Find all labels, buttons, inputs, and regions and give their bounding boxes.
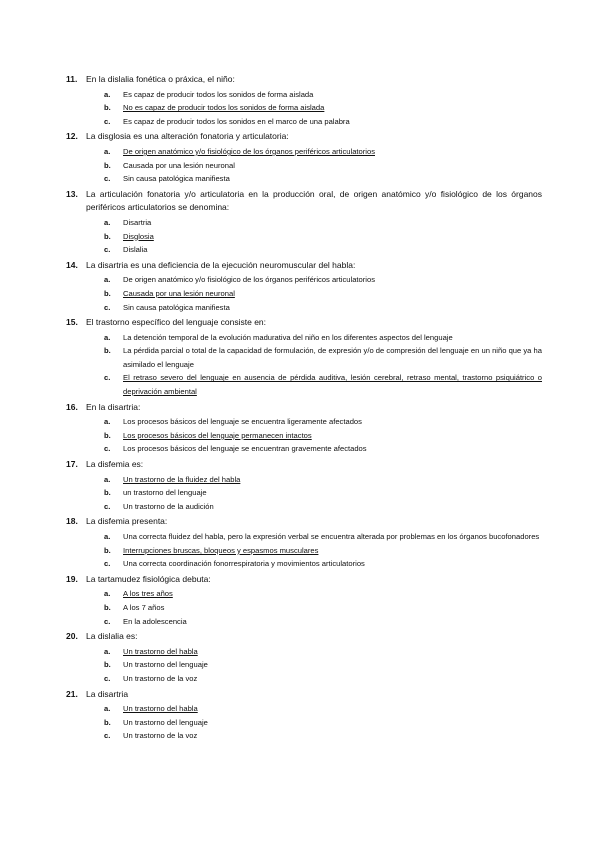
answer-options	[0, 587, 600, 628]
question-text: En la dislalia fonética o práxica, el niño:	[86, 74, 235, 84]
answer-option	[104, 500, 542, 514]
answer-option	[104, 331, 542, 345]
option-text: Un trastorno de la audición	[123, 501, 214, 511]
question	[66, 316, 542, 330]
correct-answer-text: Un trastorno del habla	[123, 704, 198, 714]
answer-option	[104, 287, 542, 301]
answer-option	[104, 658, 542, 672]
correct-answer-text: Causada por una lesión neuronal	[123, 288, 235, 298]
answer-option	[104, 344, 542, 371]
answer-option	[104, 530, 542, 544]
option-label: b.	[104, 602, 111, 612]
option-label: c.	[104, 559, 111, 569]
answer-option	[104, 273, 542, 287]
option-text: Los procesos básicos del lenguaje se encuentran gravemente afectados	[123, 444, 367, 454]
question-text: La tartamudez fisiológica debuta:	[86, 573, 211, 584]
option-text: En la adolescencia	[123, 616, 187, 626]
option-label: b.	[104, 660, 111, 670]
answer-options	[0, 530, 600, 571]
option-text: Disartria	[123, 217, 152, 227]
option-text: A los 7 años	[123, 602, 165, 612]
option-label: b.	[104, 717, 111, 727]
correct-answer-text: Un trastorno del habla	[123, 646, 198, 656]
option-label: a.	[104, 532, 111, 541]
option-label: b.	[104, 488, 111, 498]
question-number: 17.	[66, 459, 78, 470]
answer-option	[104, 702, 542, 716]
question-block	[0, 73, 600, 128]
option-label: c.	[104, 673, 111, 683]
option-label: b.	[104, 346, 111, 356]
question-list	[0, 73, 600, 743]
option-label: a.	[104, 146, 111, 156]
option-label: a.	[104, 646, 111, 656]
answer-option	[104, 301, 542, 315]
question-number: 16.	[66, 401, 78, 412]
correct-answer-text: No es capaz de producir todos los sonidos de forma aislada	[123, 103, 325, 113]
question-block	[0, 188, 600, 257]
question-number: 15.	[66, 317, 78, 328]
question	[66, 573, 542, 587]
answer-options	[0, 145, 600, 186]
answer-option	[104, 442, 542, 456]
option-label: b.	[104, 103, 111, 113]
answer-option	[104, 645, 542, 659]
question-number: 21.	[66, 688, 78, 699]
option-text: Sin causa patológica manifiesta	[123, 302, 230, 312]
question-text: En la disartria:	[86, 401, 141, 412]
answer-option	[104, 473, 542, 487]
answer-option	[104, 88, 542, 102]
question-text: La dislalia es:	[86, 631, 138, 642]
option-label: a.	[104, 417, 111, 427]
option-label: c.	[104, 245, 111, 255]
question	[66, 401, 542, 415]
answer-options	[0, 216, 600, 257]
option-label: c.	[104, 731, 111, 741]
option-text: Los procesos básicos del lenguaje se encuentra ligeramente afectados	[123, 417, 362, 427]
answer-option	[104, 371, 542, 398]
correct-answer-text: De origen anatómico y/o fisiológico de los órganos periféricos articulatorios	[123, 146, 375, 156]
answer-options	[0, 473, 600, 514]
option-label: c.	[104, 302, 111, 312]
option-text: Es capaz de producir todos los sonidos de forma aislada	[123, 89, 314, 99]
question-text: La disfemia presenta:	[86, 516, 168, 527]
option-text: Causada por una lesión neuronal	[123, 160, 235, 170]
question-text: El trastorno específico del lenguaje consiste en:	[86, 317, 267, 328]
question	[66, 259, 542, 273]
answer-option	[104, 486, 542, 500]
option-text: Una correcta coordinación fonorrespiratoria y movimientos articulatorios	[123, 559, 365, 569]
question	[66, 130, 542, 144]
answer-options	[0, 415, 600, 456]
answer-option	[104, 544, 542, 558]
question-block	[0, 515, 600, 570]
question-block	[0, 316, 600, 399]
question-text: La disartria es una deficiencia de la ejecución neuromuscular del habla:	[86, 259, 356, 270]
option-text: Un trastorno de la voz	[123, 731, 198, 741]
question-text: La disglosia es una alteración fonatoria y articulatoria:	[86, 131, 289, 142]
question	[66, 188, 542, 215]
answer-option	[104, 243, 542, 257]
answer-option	[104, 557, 542, 571]
question-number: 18.	[66, 516, 78, 527]
answer-option	[104, 115, 542, 129]
question	[66, 73, 542, 87]
option-label: a.	[104, 275, 111, 285]
option-text: Dislalia	[123, 245, 148, 255]
option-label: a.	[104, 332, 111, 342]
option-label: a.	[104, 589, 111, 599]
answer-option	[104, 172, 542, 186]
option-label: c.	[104, 616, 111, 626]
answer-option	[104, 145, 542, 159]
question-block	[0, 130, 600, 185]
answer-option	[104, 230, 542, 244]
option-label: a.	[104, 704, 111, 714]
answer-option	[104, 672, 542, 686]
option-label: b.	[104, 160, 111, 170]
option-label: b.	[104, 231, 111, 241]
question-block	[0, 630, 600, 685]
correct-answer-text: El retraso severo del lenguaje en ausencia de pérdida auditiva, lesión cerebral, retraso mental, trastorno psiquiátrico o deprivación ambiental	[123, 373, 542, 397]
question-number: 12.	[66, 131, 78, 142]
answer-option	[104, 587, 542, 601]
answer-options	[0, 331, 600, 399]
question-block	[0, 573, 600, 628]
question-block	[0, 259, 600, 314]
option-text: La pérdida parcial o total de la capacidad de formulación, de expresión y/o de compresión del lenguaje en un niño que ya ha asimilado el lenguaje	[123, 346, 542, 369]
correct-answer-text: A los tres años	[123, 589, 173, 599]
question-text: La disartria	[86, 688, 129, 699]
question-number: 20.	[66, 631, 78, 642]
option-text: Una correcta fluidez del habla, pero la expresión verbal se encuentra alterada por problemas en los órganos bucofonadores	[123, 532, 540, 541]
option-text: Es capaz de producir todos los sonidos en el marco de una palabra	[123, 116, 350, 126]
option-text: Sin causa patológica manifiesta	[123, 174, 230, 184]
question-number: 19.	[66, 573, 78, 584]
option-text: Un trastorno del lenguaje	[123, 717, 208, 727]
correct-answer-text: Interrupciones bruscas, bloqueos y espasmos musculares	[123, 545, 319, 555]
question	[66, 688, 542, 702]
answer-option	[104, 216, 542, 230]
answer-options	[0, 702, 600, 743]
option-label: b.	[104, 288, 111, 298]
question-number: 13.	[66, 188, 78, 199]
option-label: a.	[104, 474, 111, 484]
option-label: c.	[104, 373, 111, 383]
question-block	[0, 688, 600, 743]
question-number: 11.	[66, 74, 78, 84]
option-text: De origen anatómico y/o fisiológico de los órganos periféricos articulatorios	[123, 275, 375, 285]
question	[66, 515, 542, 529]
answer-option	[104, 729, 542, 743]
option-label: c.	[104, 501, 111, 511]
question	[66, 458, 542, 472]
option-label: c.	[104, 444, 111, 454]
question	[66, 630, 542, 644]
answer-option	[104, 429, 542, 443]
option-label: b.	[104, 545, 111, 555]
question-text: La articulación fonatoria y/o articulatoria en la producción oral, de origen anatómico y/o fisiológico de los órganos periféricos articulatorios se denomina:	[86, 188, 542, 213]
option-label: c.	[104, 116, 111, 126]
correct-answer-text: Un trastorno de la fluidez del habla	[123, 474, 241, 484]
option-label: a.	[104, 217, 111, 227]
option-label: c.	[104, 174, 111, 184]
question-number: 14.	[66, 259, 78, 270]
answer-options	[0, 273, 600, 314]
correct-answer-text: Disglosia	[123, 231, 154, 241]
answer-options	[0, 88, 600, 129]
answer-option	[104, 415, 542, 429]
correct-answer-text: Los procesos básicos del lenguaje permanecen intactos	[123, 430, 312, 440]
option-text: La detención temporal de la evolución madurativa del niño en los diferentes aspectos del lenguaje	[123, 332, 453, 342]
answer-option	[104, 716, 542, 730]
question-block	[0, 458, 600, 513]
answer-options	[0, 645, 600, 686]
answer-option	[104, 601, 542, 615]
option-label: a.	[104, 89, 111, 99]
option-text: un trastorno del lenguaje	[123, 488, 207, 498]
option-text: Un trastorno del lenguaje	[123, 660, 208, 670]
option-label: b.	[104, 430, 111, 440]
question-block	[0, 401, 600, 456]
answer-option	[104, 159, 542, 173]
option-text: Un trastorno de la voz	[123, 673, 198, 683]
answer-option	[104, 101, 542, 115]
answer-option	[104, 615, 542, 629]
question-text: La disfemia es:	[86, 459, 144, 470]
